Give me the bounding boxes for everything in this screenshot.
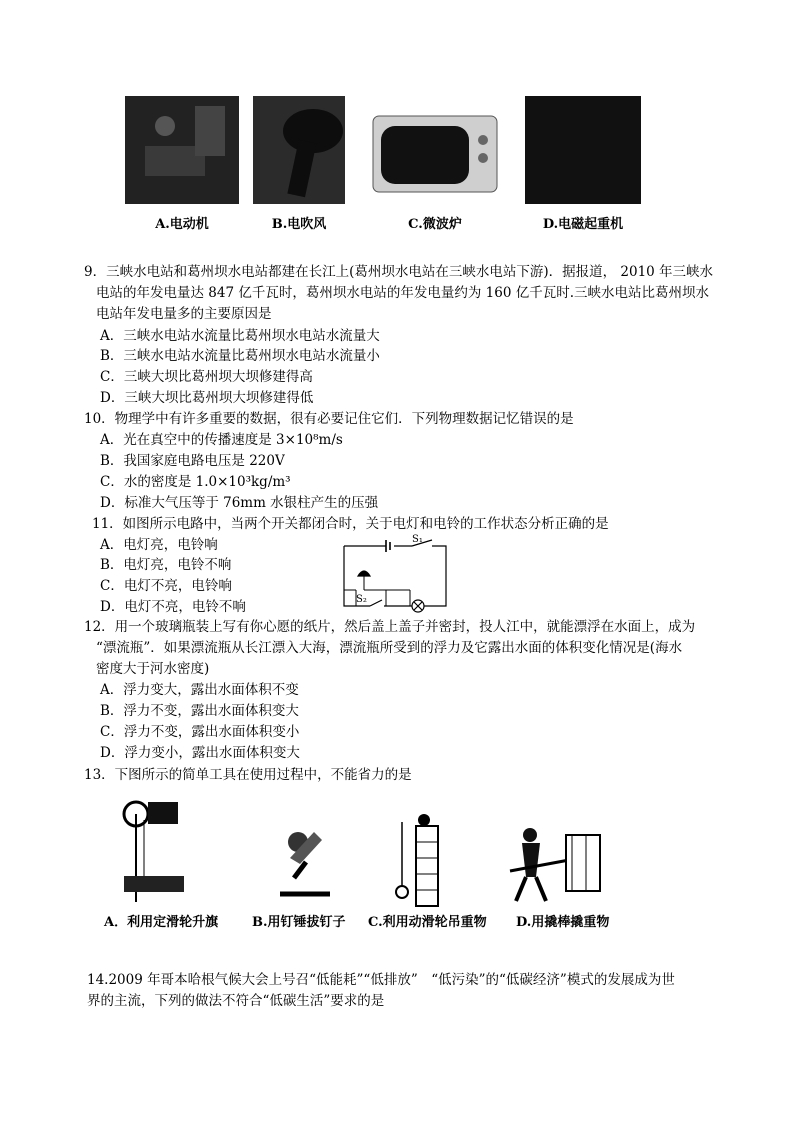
hair-dryer-icon [253, 96, 345, 204]
q9-stem-line-1: 9．三峡水电站和葛州坝水电站都建在长江上(葛州坝水电站在三峡水电站下游)．据报道， 2010 年三峡水 [84, 264, 714, 280]
q12-option-a: A．浮力变大，露出水面体积不变 [100, 682, 299, 698]
q13-caption-a: A．利用定滑轮升旗 [104, 915, 219, 930]
q9-option-b: B．三峡水电站水流量比葛州坝水电站水流量小 [100, 348, 380, 364]
q11-switch-s1-label: S₁ [412, 534, 423, 545]
q10-option-b: B．我国家庭电路电压是 220V [100, 453, 285, 469]
q12-stem-line-2: “漂流瓶”．如果漂流瓶从长江漂入大海，漂流瓶所受到的浮力及它露出水面的体积变化情况是(海水 [96, 640, 683, 656]
q12-option-d: D．浮力变小，露出水面体积变大 [100, 745, 300, 761]
q11-option-a: A．电灯亮，电铃响 [100, 537, 218, 553]
q11-option-c: C．电灯不亮，电铃响 [100, 578, 232, 594]
q11-option-d: D．电灯不亮，电铃不响 [100, 599, 246, 615]
q12-option-c: C．浮力不变，露出水面体积变小 [100, 724, 300, 740]
q9-option-c: C．三峡大坝比葛州坝大坝修建得高 [100, 369, 313, 385]
q10-option-c: C．水的密度是 1.0×10³kg/m³ [100, 474, 291, 490]
electric-motor-photo [125, 96, 239, 204]
q9-option-d: D．三峡大坝比葛州坝大坝修建得低 [100, 390, 314, 406]
q9-option-a: A．三峡水电站水流量比葛州坝水电站水流量大 [100, 328, 380, 344]
microwave-photo [371, 96, 499, 204]
movable-pulley-image [392, 812, 452, 907]
q8-caption-d: D.电磁起重机 [542, 217, 624, 232]
q13-stem: 13．下图所示的简单工具在使用过程中，不能省力的是 [84, 767, 412, 783]
q13-caption-d: D.用撬棒撬重物 [516, 915, 610, 930]
claw-hammer-image [270, 818, 340, 903]
hair-dryer-photo [253, 96, 345, 204]
q12-stem-line-3: 密度大于河水密度) [96, 661, 210, 677]
q11-option-b: B．电灯亮，电铃不响 [100, 557, 232, 573]
q13-caption-b: B.用钉锤拔钉子 [252, 915, 346, 930]
q8-caption-c: C.微波炉 [408, 217, 462, 232]
q14-stem-line-2: 界的主流，下列的做法不符合“低碳生活”要求的是 [87, 993, 385, 1009]
crowbar-lever-image [506, 825, 606, 905]
q10-option-d: D．标准大气压等于 76mm 水银柱产生的压强 [100, 495, 379, 511]
q8-caption-a: A.电动机 [155, 217, 209, 232]
q8-caption-b: B.电吹风 [271, 217, 327, 232]
q11-circuit-diagram [340, 532, 452, 614]
electric-motor-icon [125, 96, 239, 204]
q13-caption-c: C.利用动滑轮吊重物 [368, 915, 487, 930]
q9-stem-line-3: 电站年发电量多的主要原因是 [96, 306, 272, 322]
q9-stem-line-2: 电站的年发电量达 847 亿千瓦时，葛州坝水电站的年发电量约为 160 亿千瓦时.三峡水电站比葛州坝水 [96, 285, 709, 301]
flagpole-fixed-pulley-image [120, 798, 190, 903]
q11-switch-s2-label: S₂ [356, 594, 367, 605]
q10-stem: 10．物理学中有许多重要的数据，很有必要记住它们．下列物理数据记忆错误的是 [84, 411, 574, 427]
q11-stem: 11．如图所示电路中，当两个开关都闭合时，关于电灯和电铃的工作状态分析正确的是 [92, 516, 609, 532]
q12-option-b: B．浮力不变，露出水面体积变大 [100, 703, 299, 719]
q10-option-a: A．光在真空中的传播速度是 3×10⁸m/s [100, 432, 343, 448]
q12-stem-line-1: 12．用一个玻璃瓶装上写有你心愿的纸片，然后盖上盖子并密封，投人江中，就能漂浮在水面上，成为 [84, 619, 696, 635]
q14-stem-line-1: 14.2009 年哥本哈根气候大会上号召“低能耗”“低排放” “低污染”的“低碳经济”模式的发展成为世 [87, 972, 675, 988]
electromagnetic-crane-photo [525, 96, 641, 204]
microwave-icon [371, 96, 499, 204]
